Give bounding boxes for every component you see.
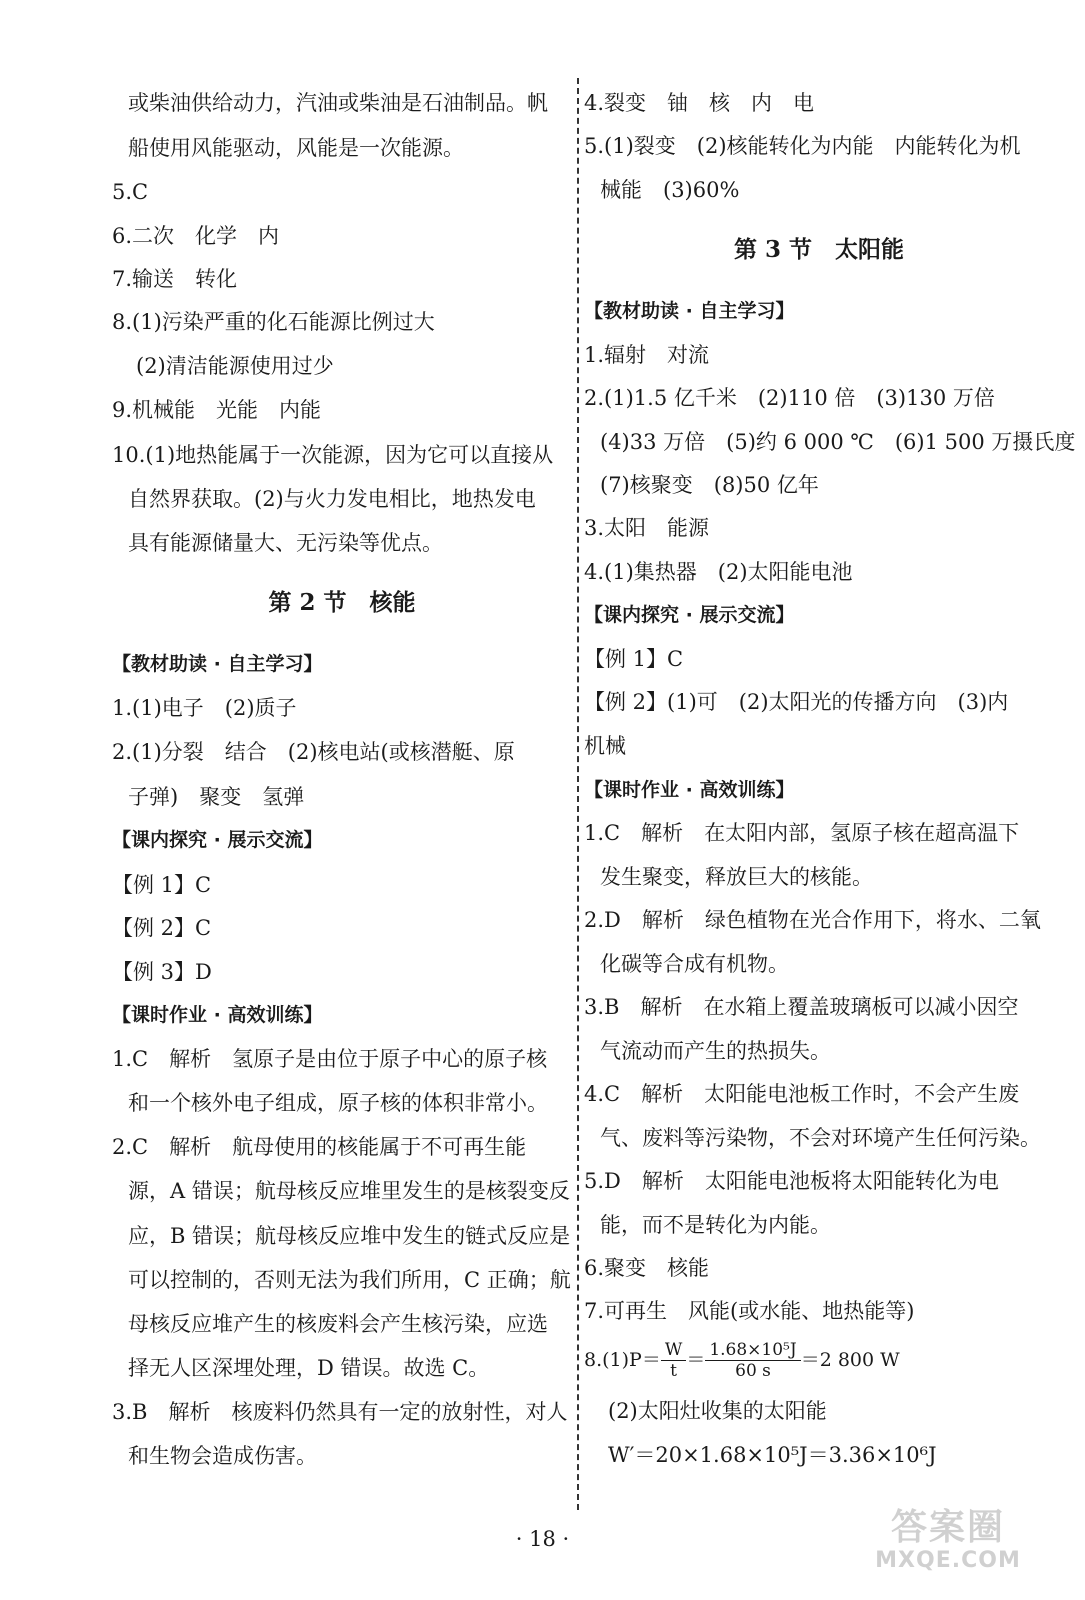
- fraction-values: [705, 1340, 800, 1381]
- text-line: 【例 1】C: [584, 647, 684, 671]
- text-line: 3.B 解析 在水箱上覆盖玻璃板可以减小因空: [584, 995, 1019, 1019]
- solar-energy-subitem: (2)太阳灶收集的太阳能: [608, 1399, 827, 1423]
- text-line: 7.输送 转化: [112, 267, 238, 291]
- text-line: 10.(1)地热能属于一次能源，因为它可以直接从: [112, 443, 554, 467]
- section-title: 第 3 节 太阳能: [733, 236, 905, 263]
- text-line: 4.C 解析 太阳能电池板工作时，不会产生废: [584, 1082, 1020, 1106]
- text-line: 船使用风能驱动，风能是一次能源。: [128, 136, 464, 160]
- text-line: 1.C 解析 氢原子是由位于原子中心的原子核: [112, 1047, 548, 1071]
- equation-line: [584, 1340, 900, 1381]
- section-header: 【教材助读 · 自主学习】: [584, 300, 795, 322]
- frac-num: W: [661, 1340, 686, 1361]
- text-line: 具有能源储量大、无污染等优点。: [128, 531, 443, 555]
- text-line: (4)33 万倍 (5)约 6 000 ℃ (6)1 500 万摄氏度: [600, 430, 1076, 454]
- text-line: 1.辐射 对流: [584, 343, 710, 367]
- section-title: 第 2 节 核能: [268, 589, 416, 616]
- text-line: 6.二次 化学 内: [112, 224, 280, 248]
- watermark-url: MXQE.COM: [875, 1548, 1021, 1573]
- text-line: 8.(1)污染严重的化石能源比例过大: [112, 310, 435, 334]
- section-header: 【课时作业 · 高效训练】: [112, 1004, 323, 1026]
- text-line: 5.D 解析 太阳能电池板将太阳能转化为电: [584, 1169, 999, 1193]
- text-line: 【例 2】C: [112, 916, 212, 940]
- text-line: 气流动而产生的热损失。: [600, 1039, 831, 1063]
- text-line: 气、废料等污染物，不会对环境产生任何污染。: [600, 1126, 1041, 1150]
- eq-equals: ＝: [686, 1348, 706, 1371]
- text-line: 2.(1)分裂 结合 (2)核电站(或核潜艇、原: [112, 740, 515, 764]
- text-line: 2.(1)1.5 亿千米 (2)110 倍 (3)130 万倍: [584, 386, 995, 410]
- text-line: 【例 3】D: [112, 960, 212, 984]
- text-line: 3.B 解析 核废料仍然具有一定的放射性，对人: [112, 1400, 568, 1424]
- section-header: 【课时作业 · 高效训练】: [584, 779, 795, 801]
- text-line: 机械: [584, 734, 626, 758]
- watermark: [823, 1508, 1073, 1578]
- eq-prefix: 8.(1)P＝: [584, 1348, 661, 1371]
- text-line: 【例 2】(1)可 (2)太阳光的传播方向 (3)内: [584, 690, 1009, 714]
- text-line: 源，A 错误；航母核反应堆里发生的是核裂变反: [128, 1179, 570, 1203]
- text-line: 可以控制的，否则无法为我们所用，C 正确；航: [128, 1268, 571, 1292]
- section-header: 【课内探究 · 展示交流】: [112, 829, 323, 851]
- page-number: · 18 ·: [515, 1527, 570, 1551]
- section-header: 【教材助读 · 自主学习】: [112, 653, 323, 675]
- text-line: 5.(1)裂变 (2)核能转化为内能 内能转化为机: [584, 134, 1021, 158]
- text-line: 和生物会造成伤害。: [128, 1444, 317, 1468]
- text-line: 化碳等合成有机物。: [600, 952, 789, 976]
- eq-suffix: ＝2 800 W: [800, 1348, 900, 1371]
- text-line: 母核反应堆产生的核废料会产生核污染，应选: [128, 1312, 548, 1336]
- text-line: 应，B 错误；航母核反应堆中发生的链式反应是: [128, 1224, 571, 1248]
- text-line: 1.C 解析 在太阳内部，氢原子核在超高温下: [584, 821, 1020, 845]
- text-line: 1.(1)电子 (2)质子: [112, 696, 297, 720]
- text-line: 和一个核外电子组成，原子核的体积非常小。: [128, 1091, 548, 1115]
- frac-den: t: [670, 1361, 677, 1381]
- text-line: 6.聚变 核能: [584, 1256, 710, 1280]
- text-line: 4.(1)集热器 (2)太阳能电池: [584, 560, 853, 584]
- text-line: 械能 (3)60%: [600, 178, 740, 202]
- frac-num-2: 1.68×10⁵J: [705, 1340, 800, 1361]
- text-line: 子弹) 聚变 氢弹: [128, 785, 305, 809]
- text-line: 2.C 解析 航母使用的核能属于不可再生能: [112, 1135, 527, 1159]
- text-line: 3.太阳 能源: [584, 516, 710, 540]
- column-divider: [577, 78, 579, 1510]
- text-line: 发生聚变，释放巨大的核能。: [600, 865, 873, 889]
- fraction-w-t: [661, 1340, 686, 1381]
- text-line: 择无人区深埋处理，D 错误。故选 C。: [128, 1356, 490, 1380]
- solar-energy-formula: W′＝20×1.68×10⁵J＝3.36×10⁶J: [608, 1443, 937, 1467]
- text-line: (7)核聚变 (8)50 亿年: [600, 473, 819, 497]
- section-header: 【课内探究 · 展示交流】: [584, 604, 795, 626]
- watermark-logo: 答案圈: [890, 1507, 1005, 1548]
- text-line: 7.可再生 风能(或水能、地热能等): [584, 1299, 915, 1323]
- text-line: 能，而不是转化为内能。: [600, 1213, 831, 1237]
- text-line: 自然界获取。(2)与火力发电相比，地热发电: [128, 487, 536, 511]
- text-line: 5.C: [112, 180, 149, 204]
- text-line: 【例 1】C: [112, 873, 212, 897]
- frac-den-2: 60 s: [735, 1361, 771, 1381]
- text-line: 4.裂变 铀 核 内 电: [584, 91, 815, 115]
- text-line: (2)清洁能源使用过少: [136, 354, 334, 378]
- text-line: 2.D 解析 绿色植物在光合作用下，将水、二氧: [584, 908, 1041, 932]
- text-line: 9.机械能 光能 内能: [112, 398, 322, 422]
- text-line: 或柴油供给动力，汽油或柴油是石油制品。帆: [128, 91, 548, 115]
